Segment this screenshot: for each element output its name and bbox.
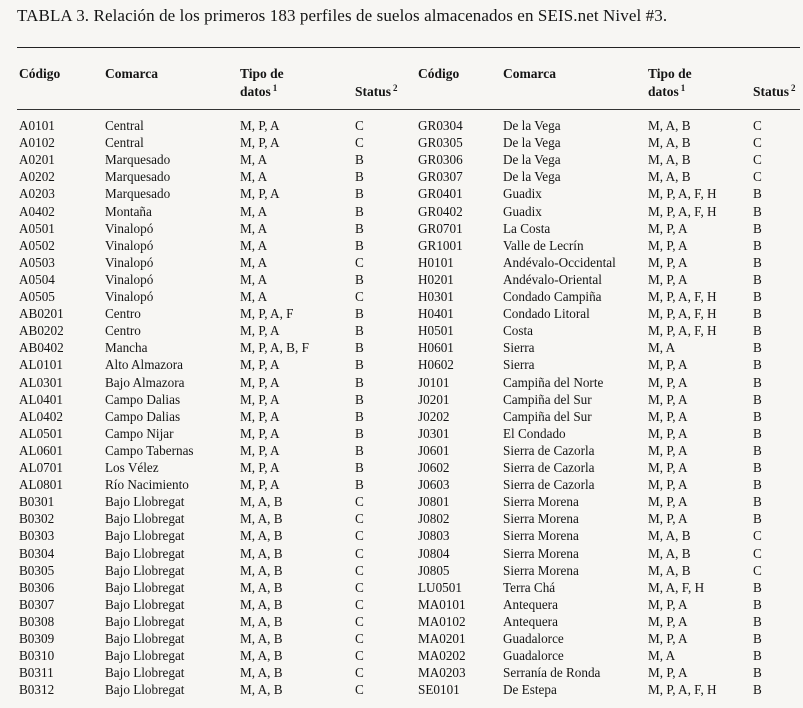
cell-tipo: M, P, A xyxy=(648,391,688,407)
cell-comarca: Vinalopó xyxy=(105,289,154,304)
cell-status: B xyxy=(355,374,364,390)
cell-comarca: Central xyxy=(105,118,144,133)
header-tipo-left xyxy=(240,66,284,99)
cell-comarca: Condado Campiña xyxy=(503,289,602,304)
cell-tipo: M, A xyxy=(240,169,268,185)
cell-codigo: J0201 xyxy=(418,391,450,407)
cell-comarca: Bajo Llobregat xyxy=(105,528,185,544)
cell-comarca: De la Vega xyxy=(503,169,561,185)
cell-comarca: Guadix xyxy=(503,203,542,219)
cell-comarca: Bajo Llobregat xyxy=(105,648,185,664)
cell-comarca: Sierra Morena xyxy=(503,528,579,544)
cell-status: C xyxy=(753,528,762,544)
cell-codigo: B0312 xyxy=(19,682,55,698)
cell-codigo: GR0701 xyxy=(418,220,463,236)
cell-tipo: M, A xyxy=(648,648,676,664)
cell-tipo: M, A xyxy=(240,152,268,168)
header-status-footnote: 2 xyxy=(791,83,796,93)
header-tipo-right xyxy=(648,66,692,99)
cell-codigo: GR0402 xyxy=(418,203,463,219)
cell-comarca: Bajo Llobregat xyxy=(105,631,185,646)
header-comarca-left: Comarca xyxy=(105,66,158,81)
cell-codigo: A0402 xyxy=(19,203,55,219)
cell-tipo: M, P, A xyxy=(240,425,280,441)
cell-codigo: GR0401 xyxy=(418,186,463,202)
cell-codigo: H0201 xyxy=(418,271,454,287)
cell-status: C xyxy=(753,169,762,185)
cell-status: B xyxy=(355,391,364,407)
cell-comarca: De la Vega xyxy=(503,118,561,133)
cell-comarca: Vinalopó xyxy=(105,271,154,287)
cell-comarca: Marquesado xyxy=(105,169,171,185)
cell-codigo: A0503 xyxy=(19,254,55,270)
cell-status: B xyxy=(753,511,762,527)
table-top-rule xyxy=(17,47,800,48)
cell-comarca: Campiña del Sur xyxy=(503,408,592,424)
cell-codigo: J0603 xyxy=(418,477,450,493)
cell-tipo: M, P, A xyxy=(648,271,688,287)
cell-tipo: M, P, A xyxy=(240,323,280,339)
cell-codigo: J0301 xyxy=(418,425,450,441)
cell-tipo: M, P, A xyxy=(648,374,688,390)
cell-status: B xyxy=(753,271,762,287)
cell-comarca: Central xyxy=(105,135,144,151)
cell-status: B xyxy=(355,323,364,339)
cell-tipo: M, A xyxy=(240,203,268,219)
cell-tipo: M, A, B xyxy=(240,579,283,595)
cell-comarca: Campo Nijar xyxy=(105,425,174,441)
cell-tipo: M, P, A xyxy=(648,254,688,270)
cell-tipo: M, P, A xyxy=(648,477,688,493)
header-tipo-line1: Tipo de xyxy=(648,66,692,81)
cell-status: B xyxy=(753,323,762,339)
cell-status: B xyxy=(355,425,364,441)
cell-comarca: Sierra Morena xyxy=(503,545,579,561)
header-comarca-right: Comarca xyxy=(503,66,556,81)
cell-codigo: B0307 xyxy=(19,596,55,612)
cell-codigo: GR0305 xyxy=(418,135,463,151)
cell-codigo: AL0101 xyxy=(19,357,63,373)
header-tipo-footnote: 1 xyxy=(272,83,278,93)
header-tipo-footnote: 1 xyxy=(680,83,686,93)
cell-status: B xyxy=(753,648,762,664)
cell-codigo: A0203 xyxy=(19,186,55,202)
cell-tipo: M, A, B xyxy=(240,494,283,510)
cell-comarca: Antequera xyxy=(503,613,558,629)
cell-status: B xyxy=(355,203,364,219)
table-caption: TABLA 3. Relación de los primeros 183 perfiles de suelos almacenados en SEIS.net Nivel #3. xyxy=(17,6,668,25)
cell-tipo: M, A, B xyxy=(648,169,691,185)
cell-tipo: M, P, A xyxy=(648,596,688,612)
cell-codigo: AL0701 xyxy=(19,460,63,475)
cell-tipo: M, A, B xyxy=(648,118,691,133)
cell-status: B xyxy=(355,237,364,253)
cell-status: B xyxy=(355,442,364,458)
cell-status: C xyxy=(355,562,364,578)
cell-codigo: AB0202 xyxy=(19,323,64,339)
cell-codigo: H0101 xyxy=(418,254,454,270)
cell-status: B xyxy=(753,665,762,681)
cell-codigo: J0601 xyxy=(418,442,450,458)
cell-status: C xyxy=(355,494,364,510)
cell-codigo: AL0601 xyxy=(19,442,63,458)
cell-status: B xyxy=(753,631,762,646)
cell-status: B xyxy=(753,425,762,441)
cell-comarca: Guadalorce xyxy=(503,631,564,646)
cell-tipo: M, A xyxy=(240,254,268,270)
cell-tipo: M, A, B xyxy=(648,528,691,544)
cell-tipo: M, P, A xyxy=(648,408,688,424)
cell-status: B xyxy=(753,254,762,270)
cell-codigo: GR1001 xyxy=(418,237,463,253)
header-status-footnote: 2 xyxy=(393,83,398,93)
cell-comarca: Bajo Almazora xyxy=(105,374,185,390)
cell-tipo: M, A, B xyxy=(648,545,691,561)
cell-tipo: M, P, A xyxy=(648,442,688,458)
cell-status: C xyxy=(753,118,762,133)
cell-status: B xyxy=(753,494,762,510)
cell-status: B xyxy=(753,357,762,373)
cell-comarca: Los Vélez xyxy=(105,460,159,475)
cell-codigo: J0805 xyxy=(418,562,450,578)
cell-status: B xyxy=(753,579,762,595)
cell-status: B xyxy=(753,391,762,407)
cell-tipo: M, P, A, F, H xyxy=(648,682,717,698)
cell-status: B xyxy=(753,596,762,612)
cell-status: B xyxy=(355,477,364,493)
cell-codigo: LU0501 xyxy=(418,579,462,595)
cell-codigo: A0101 xyxy=(19,118,55,133)
cell-comarca: Bajo Llobregat xyxy=(105,494,185,510)
cell-tipo: M, P, A, F, H xyxy=(648,186,717,202)
cell-status: B xyxy=(753,460,762,475)
cell-tipo: M, P, A, F xyxy=(240,306,294,322)
cell-tipo: M, P, A xyxy=(648,494,688,510)
cell-codigo: AL0301 xyxy=(19,374,63,390)
cell-comarca: Campo Tabernas xyxy=(105,442,194,458)
cell-codigo: J0202 xyxy=(418,408,450,424)
cell-status: B xyxy=(753,220,762,236)
cell-codigo: J0101 xyxy=(418,374,450,390)
cell-status: C xyxy=(753,562,762,578)
cell-status: C xyxy=(355,682,364,698)
cell-tipo: M, A, B xyxy=(240,545,283,561)
cell-tipo: M, A, B xyxy=(240,682,283,698)
cell-comarca: Sierra xyxy=(503,357,535,373)
cell-status: B xyxy=(753,477,762,493)
cell-status: B xyxy=(355,271,364,287)
cell-codigo: J0602 xyxy=(418,460,450,475)
cell-comarca: La Costa xyxy=(503,220,551,236)
header-tipo-line1: Tipo de xyxy=(240,66,284,81)
cell-codigo: GR0304 xyxy=(418,118,463,133)
cell-status: B xyxy=(355,186,364,202)
cell-status: C xyxy=(355,135,364,151)
cell-comarca: Costa xyxy=(503,323,534,339)
cell-comarca: Valle de Lecrín xyxy=(503,237,584,253)
cell-status: B xyxy=(355,169,364,185)
cell-tipo: M, P, A, F, H xyxy=(648,323,717,339)
cell-comarca: Condado Litoral xyxy=(503,306,590,322)
header-status-right: Status $^2$ xyxy=(753,83,796,99)
cell-comarca: Bajo Llobregat xyxy=(105,682,185,698)
cell-comarca: Antequera xyxy=(503,596,558,612)
cell-codigo: A0501 xyxy=(19,220,55,236)
cell-status: C xyxy=(355,665,364,681)
cell-comarca: Bajo Llobregat xyxy=(105,562,185,578)
cell-status: C xyxy=(355,579,364,595)
cell-comarca: Guadalorce xyxy=(503,648,564,664)
cell-comarca: Mancha xyxy=(105,340,148,356)
cell-tipo: M, P, A xyxy=(648,631,688,646)
cell-status: C xyxy=(355,596,364,612)
cell-tipo: M, P, A xyxy=(240,391,280,407)
cell-codigo: H0301 xyxy=(418,289,454,304)
cell-status: B xyxy=(355,460,364,475)
header-codigo-left: Código xyxy=(19,66,61,81)
cell-comarca: Bajo Llobregat xyxy=(105,665,185,681)
cell-status: B xyxy=(753,186,762,202)
cell-comarca: Campiña del Norte xyxy=(503,374,604,390)
cell-comarca: Sierra Morena xyxy=(503,511,579,527)
cell-status: C xyxy=(355,118,364,133)
cell-tipo: M, A, B xyxy=(648,152,691,168)
cell-tipo: M, P, A xyxy=(240,460,280,475)
cell-comarca: De la Vega xyxy=(503,135,561,151)
cell-comarca: El Condado xyxy=(503,425,566,441)
cell-comarca: Marquesado xyxy=(105,152,171,168)
cell-comarca: Sierra de Cazorla xyxy=(503,477,595,493)
cell-codigo: A0502 xyxy=(19,237,55,253)
cell-status: C xyxy=(355,613,364,629)
cell-comarca: Vinalopó xyxy=(105,220,154,236)
cell-status: B xyxy=(753,306,762,322)
cell-tipo: M, P, A xyxy=(240,374,280,390)
cell-tipo: M, A xyxy=(240,289,268,304)
cell-codigo: J0803 xyxy=(418,528,450,544)
cell-status: B xyxy=(753,682,762,698)
cell-status: B xyxy=(753,237,762,253)
cell-codigo: B0304 xyxy=(19,545,55,561)
cell-comarca: Sierra de Cazorla xyxy=(503,442,595,458)
cell-codigo: B0303 xyxy=(19,528,55,544)
cell-comarca: Bajo Llobregat xyxy=(105,545,185,561)
cell-tipo: M, P, A xyxy=(648,665,688,681)
cell-comarca: Vinalopó xyxy=(105,237,154,253)
cell-comarca: Andévalo-Occidental xyxy=(503,254,616,270)
cell-tipo: M, P, A xyxy=(648,357,688,373)
cell-tipo: M, A, B xyxy=(240,596,283,612)
cell-tipo: M, P, A xyxy=(240,186,280,202)
cell-codigo: AL0402 xyxy=(19,408,63,424)
cell-comarca: Terra Chá xyxy=(503,579,556,595)
cell-tipo: M, A, B xyxy=(240,665,283,681)
cell-status: B xyxy=(753,289,762,304)
cell-tipo: M, P, A, F, H xyxy=(648,306,717,322)
cell-status: B xyxy=(753,442,762,458)
cell-codigo: H0501 xyxy=(418,323,454,339)
cell-tipo: M, P, A xyxy=(240,442,280,458)
cell-comarca: Marquesado xyxy=(105,186,171,202)
cell-comarca: Campo Dalias xyxy=(105,408,181,424)
cell-status: C xyxy=(355,511,364,527)
cell-tipo: M, P, A xyxy=(648,220,688,236)
header-codigo-right: Código xyxy=(418,66,460,81)
cell-tipo: M, A, B xyxy=(240,528,283,544)
cell-comarca: Vinalopó xyxy=(105,254,154,270)
cell-status: C xyxy=(355,545,364,561)
cell-comarca: Sierra xyxy=(503,340,535,356)
cell-codigo: B0301 xyxy=(19,494,55,510)
cell-codigo: SE0101 xyxy=(418,682,460,698)
cell-tipo: M, P, A xyxy=(648,511,688,527)
cell-status: C xyxy=(355,289,364,304)
cell-comarca: Río Nacimiento xyxy=(105,477,189,493)
cell-comarca: Bajo Llobregat xyxy=(105,579,185,595)
cell-status: C xyxy=(355,631,364,646)
cell-tipo: M, A, F, H xyxy=(648,579,705,595)
cell-codigo: B0310 xyxy=(19,648,55,664)
cell-codigo: GR0307 xyxy=(418,169,463,185)
cell-status: B xyxy=(355,220,364,236)
cell-codigo: AB0402 xyxy=(19,340,64,356)
cell-status: C xyxy=(355,254,364,270)
cell-tipo: M, P, A xyxy=(240,477,280,493)
cell-codigo: J0802 xyxy=(418,511,450,527)
cell-status: C xyxy=(753,545,762,561)
cell-comarca: Sierra Morena xyxy=(503,494,579,510)
cell-comarca: Campo Dalias xyxy=(105,391,181,407)
cell-codigo: A0102 xyxy=(19,135,55,151)
cell-comarca: Montaña xyxy=(105,203,152,219)
cell-codigo: H0601 xyxy=(418,340,454,356)
cell-tipo: M, P, A xyxy=(648,613,688,629)
cell-codigo: B0306 xyxy=(19,579,55,595)
cell-tipo: M, A, B xyxy=(240,631,283,646)
cell-codigo: J0801 xyxy=(418,494,450,510)
cell-tipo: M, A xyxy=(240,237,268,253)
cell-codigo: GR0306 xyxy=(418,152,463,168)
cell-tipo: M, P, A xyxy=(648,460,688,475)
cell-tipo: M, A, B xyxy=(240,511,283,527)
header-tipo-line2: datos $^1$ xyxy=(240,83,278,99)
cell-status: B xyxy=(355,306,364,322)
cell-codigo: H0602 xyxy=(418,357,454,373)
cell-status: B xyxy=(355,340,364,356)
cell-status: B xyxy=(355,152,364,168)
cell-comarca: Sierra Morena xyxy=(503,562,579,578)
cell-tipo: M, P, A xyxy=(240,118,280,133)
cell-codigo: A0202 xyxy=(19,169,55,185)
cell-tipo: M, P, A, F, H xyxy=(648,289,717,304)
cell-codigo: AB0201 xyxy=(19,306,64,322)
cell-comarca: Bajo Llobregat xyxy=(105,596,185,612)
cell-codigo: B0309 xyxy=(19,631,55,646)
header-status-left: Status $^2$ xyxy=(355,83,398,99)
cell-tipo: M, A, B xyxy=(240,613,283,629)
cell-status: C xyxy=(753,152,762,168)
cell-codigo: B0305 xyxy=(19,562,55,578)
cell-comarca: De Estepa xyxy=(503,682,557,698)
cell-codigo: A0504 xyxy=(19,271,55,287)
cell-codigo: AL0801 xyxy=(19,477,63,493)
cell-codigo: MA0202 xyxy=(418,648,466,664)
cell-codigo: AL0401 xyxy=(19,391,63,407)
cell-status: B xyxy=(355,357,364,373)
cell-codigo: A0201 xyxy=(19,152,55,168)
cell-tipo: M, A, B xyxy=(648,135,691,151)
cell-comarca: Alto Almazora xyxy=(105,357,184,373)
cell-tipo: M, A xyxy=(240,271,268,287)
header-rule xyxy=(17,109,800,110)
cell-tipo: M, P, A, B, F xyxy=(240,340,309,356)
cell-comarca: Bajo Llobregat xyxy=(105,511,185,527)
cell-comarca: Bajo Llobregat xyxy=(105,613,185,629)
cell-codigo: MA0201 xyxy=(418,631,466,646)
cell-status: B xyxy=(753,613,762,629)
cell-tipo: M, A xyxy=(648,340,676,356)
cell-tipo: M, A, B xyxy=(240,648,283,664)
cell-status: B xyxy=(753,203,762,219)
cell-codigo: B0308 xyxy=(19,613,55,629)
cell-codigo: MA0101 xyxy=(418,596,466,612)
cell-comarca: Serranía de Ronda xyxy=(503,665,601,681)
cell-comarca: Sierra de Cazorla xyxy=(503,460,595,475)
cell-tipo: M, A xyxy=(240,220,268,236)
header-tipo-line2: datos $^1$ xyxy=(648,83,686,99)
cell-codigo: J0804 xyxy=(418,545,450,561)
cell-tipo: M, P, A xyxy=(648,425,688,441)
cell-comarca: Andévalo-Oriental xyxy=(503,271,602,287)
cell-tipo: M, A, B xyxy=(240,562,283,578)
cell-comarca: Guadix xyxy=(503,186,542,202)
cell-tipo: M, P, A xyxy=(648,237,688,253)
cell-codigo: B0311 xyxy=(19,665,54,681)
cell-codigo: H0401 xyxy=(418,306,454,322)
cell-comarca: Campiña del Sur xyxy=(503,391,592,407)
cell-status: C xyxy=(355,648,364,664)
cell-comarca: Centro xyxy=(105,323,141,339)
cell-codigo: AL0501 xyxy=(19,425,63,441)
cell-tipo: M, P, A xyxy=(240,408,280,424)
cell-status: B xyxy=(753,340,762,356)
cell-status: B xyxy=(753,408,762,424)
cell-codigo: MA0203 xyxy=(418,665,466,681)
cell-comarca: Centro xyxy=(105,306,141,322)
cell-codigo: B0302 xyxy=(19,511,55,527)
cell-tipo: M, P, A, F, H xyxy=(648,203,717,219)
cell-tipo: M, P, A xyxy=(240,357,280,373)
cell-status: C xyxy=(753,135,762,151)
cell-status: B xyxy=(355,408,364,424)
cell-comarca: De la Vega xyxy=(503,152,561,168)
cell-status: C xyxy=(355,528,364,544)
cell-tipo: M, A, B xyxy=(648,562,691,578)
cell-status: B xyxy=(753,374,762,390)
cell-codigo: MA0102 xyxy=(418,613,466,629)
cell-tipo: M, P, A xyxy=(240,135,280,151)
cell-codigo: A0505 xyxy=(19,289,55,304)
